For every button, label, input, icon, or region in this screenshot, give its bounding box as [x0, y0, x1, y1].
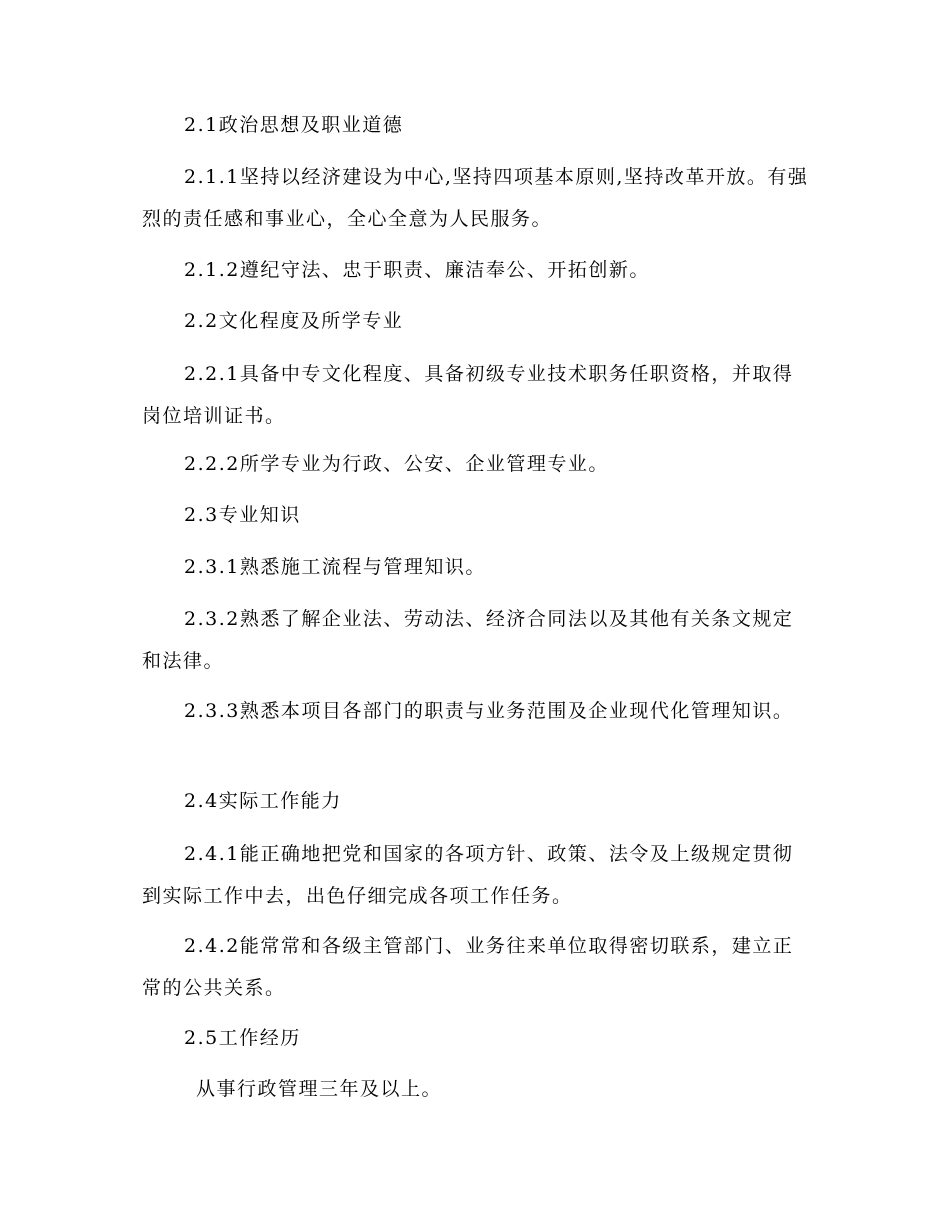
section-heading-2-1: 2.1政治思想及职业道德: [184, 114, 404, 136]
paragraph-2-1-2: 2.1.2遵纪守法、忠于职责、廉洁奉公、开拓创新。: [184, 259, 650, 281]
paragraph-2-4-1: 2.4.1能正确地把党和国家的各项方针、政策、法令及上级规定贯彻到实际工作中去，出色仔细完成各项工作任务。: [142, 843, 794, 907]
paragraph-2-1-1: 2.1.1坚持以经济建设为中心,坚持四项基本原则,坚持改革开放。有强烈的责任感和事业心，全心全意为人民服务。: [142, 166, 809, 230]
section-heading-2-2: 2.2文化程度及所学专业: [184, 310, 404, 332]
section-heading-2-4: 2.4实际工作能力: [184, 790, 342, 812]
paragraph-work-experience: 从事行政管理三年及以上。: [196, 1078, 443, 1100]
paragraph-2-4-2: 2.4.2能常常和各级主管部门、业务往来单位取得密切联系，建立正常的公共关系。: [142, 935, 794, 999]
paragraph-2-2-1: 2.2.1具备中专文化程度、具备初级专业技术职务任职资格，并取得岗位培训证书。: [142, 363, 794, 427]
section-heading-2-3: 2.3专业知识: [184, 504, 301, 526]
paragraph-2-3-2: 2.3.2熟悉了解企业法、劳动法、经济合同法以及其他有关条文规定和法律。: [142, 608, 794, 672]
paragraph-2-3-3: 2.3.3熟悉本项目各部门的职责与业务范围及企业现代化管理知识。: [184, 700, 794, 722]
paragraph-2-2-2: 2.2.2所学专业为行政、公安、企业管理专业。: [184, 453, 609, 475]
paragraph-2-3-1: 2.3.1熟悉施工流程与管理知识。: [184, 556, 486, 578]
section-heading-2-5: 2.5工作经历: [184, 1027, 301, 1049]
